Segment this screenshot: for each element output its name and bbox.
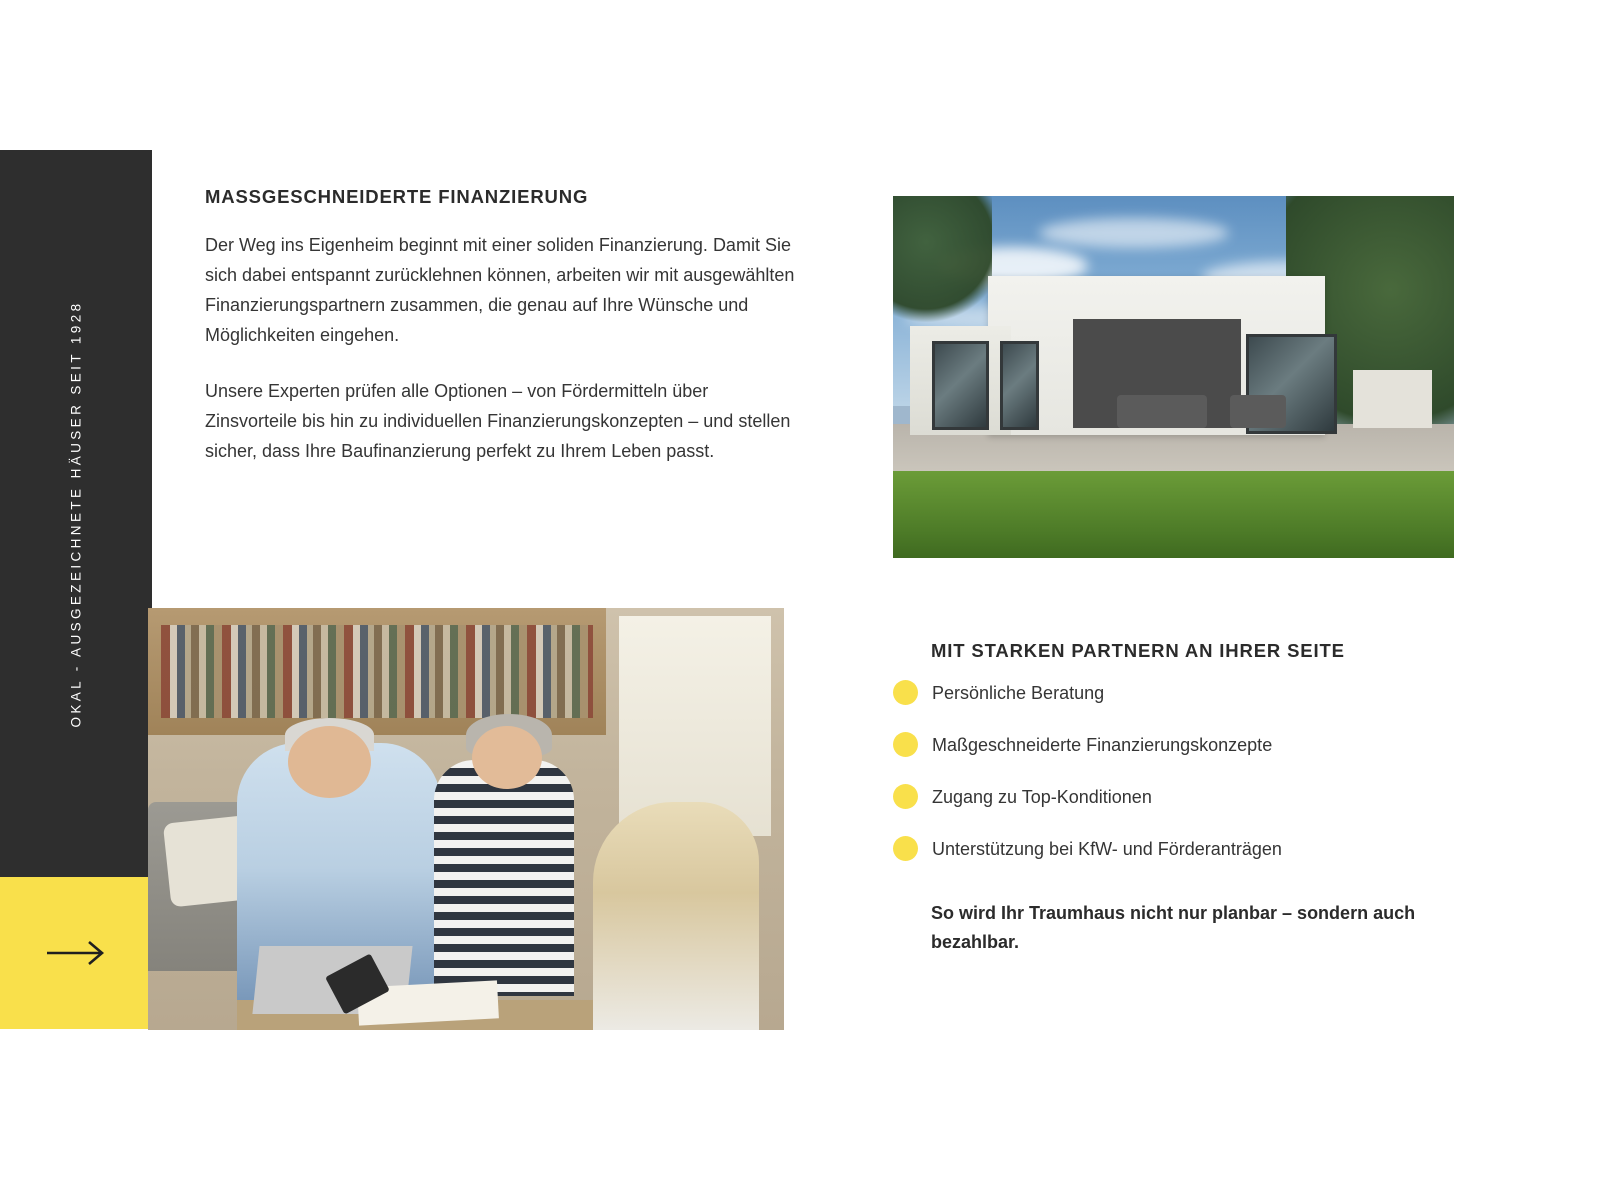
section-heading-financing: MASSGESCHNEIDERTE FINANZIERUNG [205, 186, 589, 207]
closing-statement: So wird Ihr Traumhaus nicht nur planbar – sondern auch bezahlbar. [931, 903, 1416, 952]
lawn-shape [893, 464, 1454, 558]
window-shape [1000, 341, 1040, 430]
section-heading-partners: MIT STARKEN PARTNERN AN IHRER SEITE [931, 640, 1345, 661]
list-item [893, 784, 1493, 809]
bullet-label: Persönliche Beratung [932, 682, 1105, 703]
brand-sidebar [0, 150, 152, 877]
brand-sidebar-label: OKAL - AUSGEZEICHNETE HÄUSER SEIT 1928 [68, 299, 84, 728]
list-item [893, 680, 1493, 705]
bullet-dot-icon [893, 784, 918, 809]
cloud-shape [1039, 218, 1229, 248]
books-shape [161, 625, 593, 718]
bullet-dot-icon [893, 732, 918, 757]
outdoor-sofa-shape [1230, 395, 1286, 428]
bullet-label: Unterstützung bei KfW- und Förderanträgen [932, 838, 1282, 859]
financing-text-column [205, 186, 795, 466]
consultation-photo [148, 608, 784, 1030]
financing-paragraph-1: Der Weg ins Eigenheim beginnt mit einer soliden Finanzierung. Damit Sie sich dabei entspannt zurücklehnen können, arbeiten wir mit ausgewählten Finanzierungspartnern zusammen, die genau auf Ihre Wünsche und Möglichkeiten eingehen. [205, 235, 795, 345]
bullet-label: Maßgeschneiderte Finanzierungskonzepte [932, 734, 1273, 755]
arrow-right-icon [45, 940, 107, 966]
next-page-button[interactable] [0, 877, 152, 1029]
bullet-label: Zugang zu Top-Konditionen [932, 786, 1152, 807]
person-man-head-shape [288, 726, 371, 798]
house-photo [893, 196, 1454, 558]
window-shape [932, 341, 988, 430]
person-advisor-shape [593, 802, 758, 1030]
tree-shape [893, 196, 992, 332]
bullet-dot-icon [893, 836, 918, 861]
financing-paragraph-2: Unsere Experten prüfen alle Optionen – von Fördermitteln über Zinsvorteile bis hin zu individuellen Finanzierungskonzepten – und stellen sicher, dass Ihre Baufinanzierung perfekt zu Ihrem Leben passt. [205, 381, 791, 461]
partners-column [893, 640, 1493, 957]
outdoor-sofa-shape [1117, 395, 1207, 428]
person-woman-shape [434, 760, 574, 996]
garden-wall-shape [1353, 370, 1432, 428]
list-item [893, 732, 1493, 757]
list-item [893, 836, 1493, 861]
bullet-dot-icon [893, 680, 918, 705]
